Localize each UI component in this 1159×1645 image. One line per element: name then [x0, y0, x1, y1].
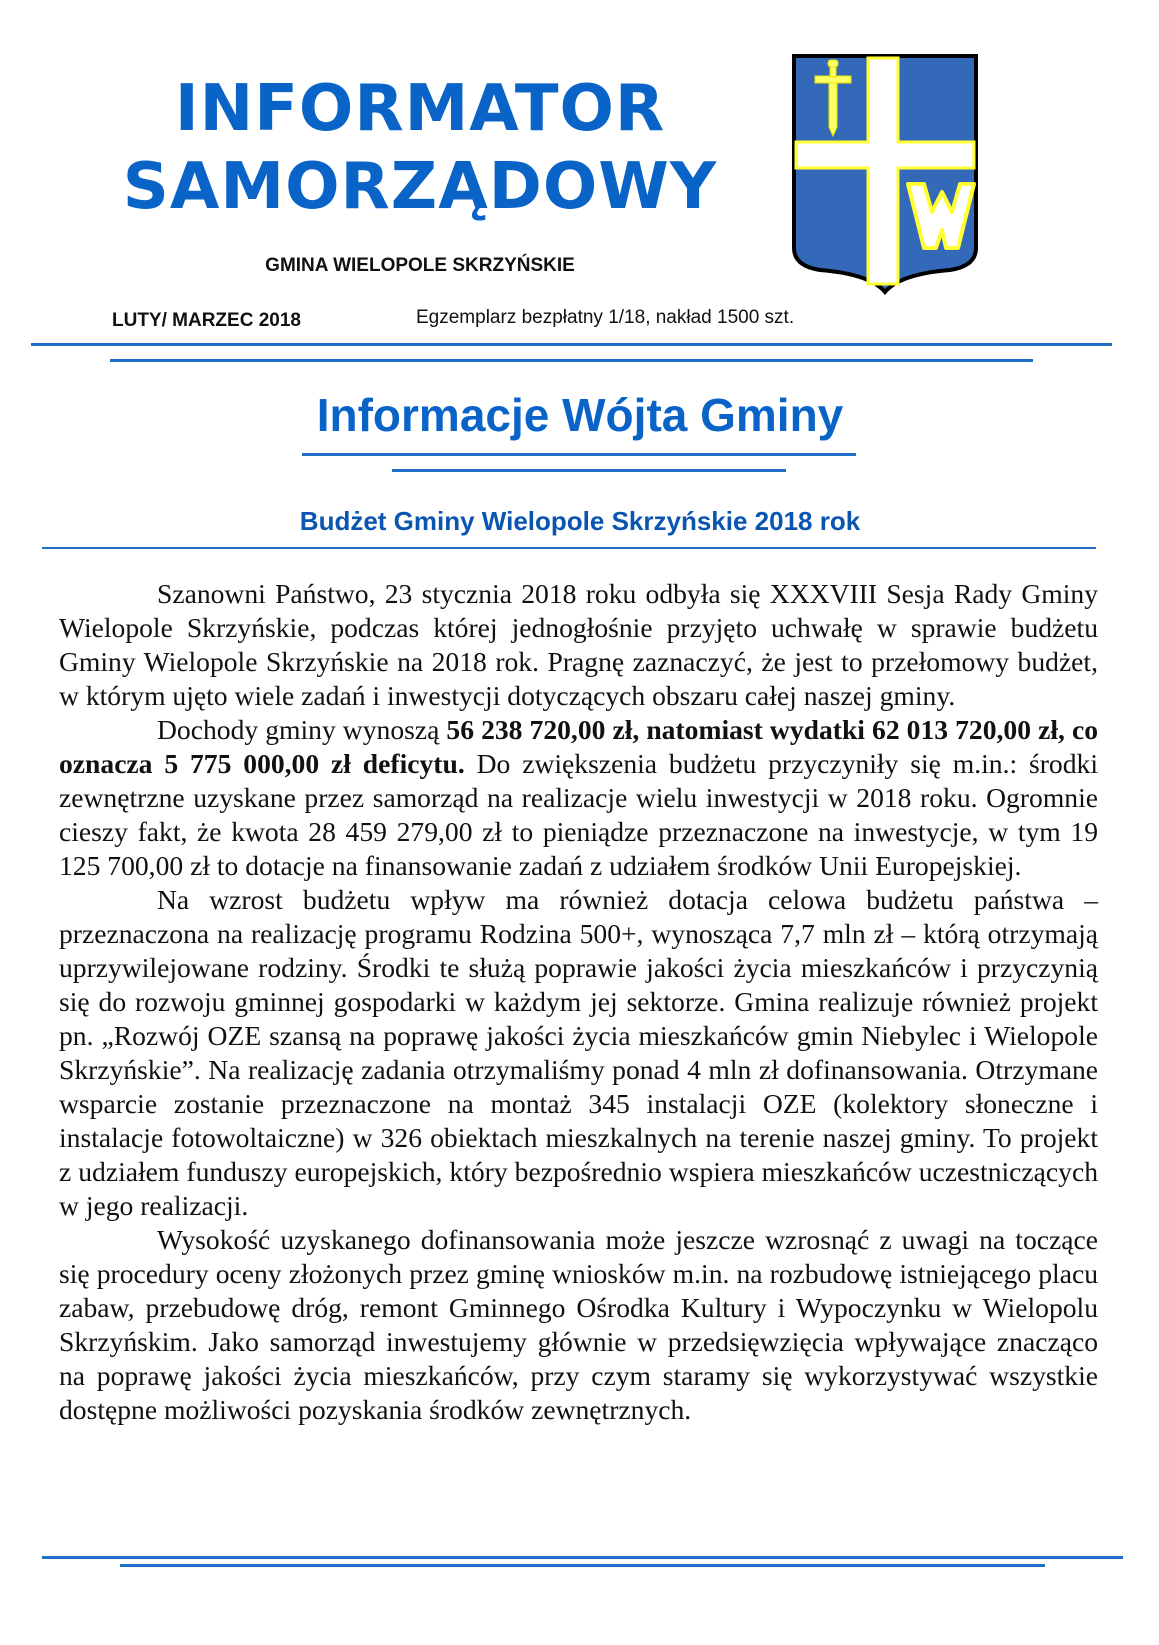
paragraph-1: Szanowni Państwo, 23 stycznia 2018 roku odbyła się XXXVIII Sesja Rady Gminy Wielopole Skrzyńskie, podczas której jednogłośnie przyjęto uchwałę w sprawie budżetu Gminy Wielopole Skrzyńskie na 2018 rok. Pragnę zaznaczyć, że jest to przełomowy budżet, w którym ujęto wiele zadań i inwestycji dotyczących obszaru całej naszej gminy. [59, 578, 1098, 711]
masthead-title [90, 70, 750, 226]
section-title: Informacje Wójta Gminy [316, 389, 844, 441]
paragraph-2-rest: Do zwiększenia budżetu przyczyniły się m.in.: środki zewnętrzne uzyskane przez samorząd na realizacje wielu inwestycji w 2018 roku. Ogromnie cieszy fakt, że kwota 28 459 279,00 zł to pieniądze przeznaczone na inwestycje, w tym 19 125 700,00 zł to dotacje na finansowanie zadań z udziałem środków Unii Europejskiej. [59, 748, 1098, 881]
article-title: Budżet Gminy Wielopole Skrzyńskie 2018 rok [299, 506, 861, 536]
masthead-title-line2: SAMORZĄDOWY [122, 150, 718, 224]
masthead-subtitle: GMINA WIELOPOLE SKRZYŃSKIE [265, 255, 575, 276]
footer-rule-bottom [120, 1564, 1045, 1567]
header-rule-bottom [110, 359, 1033, 362]
coat-of-arms-icon [790, 52, 980, 296]
article-title-rule [42, 547, 1096, 549]
paragraph-2-budget-figures: 56 238 720,00 zł, natomiast wydatki 62 013 720,00 zł, co oznacza 5 775 000,00 zł deficytu. [59, 714, 1098, 779]
article-body [59, 577, 1098, 1427]
paragraph-3: Na wzrost budżetu wpływ ma również dotacja celowa budżetu państwa – przeznaczona na realizację programu Rodzina 500+, wynosząca 7,7 mln zł – którą otrzymają uprzywilejowane rodziny. Środki te służą poprawie jakości życia mieszkańców i przyczynią się do rozwoju gminnej gospodarki w każdym jej sektorze. Gmina realizuje również projekt pn. „Rozwój OZE szansą na poprawę jakości życia mieszkańców gmin Niebylec i Wielopole Skrzyńskie”. Na realizację zadania otrzymaliśmy ponad 4 mln zł dofinansowania. Otrzymane wsparcie zostanie przeznaczone na montaż 345 instalacji OZE (kolektory słoneczne i instalacje fotowoltaiczne) w 326 obiektach mieszkalnych na terenie naszej gminy. To projekt z udziałem funduszy europejskich, który bezpośrednio wspiera mieszkańców uczestniczących w jego realizacji. [59, 884, 1098, 1221]
paragraph-2 [59, 713, 1098, 883]
paragraph-2-lead: Dochody gminy wynoszą [157, 714, 447, 745]
section-rule-top [302, 453, 856, 456]
issue-date: LUTY/ MARZEC 2018 [112, 310, 301, 331]
issue-note: Egzemplarz bezpłatny 1/18, nakład 1500 szt. [416, 307, 795, 328]
masthead-title-line1: INFORMATOR [174, 72, 666, 146]
crest-cross-vertical [868, 58, 898, 284]
section-rule-bottom [392, 469, 786, 472]
footer-rule-top [42, 1556, 1123, 1559]
paragraph-4: Wysokość uzyskanego dofinansowania może jeszcze wzrosnąć z uwagi na toczące się procedury oceny złożonych przez gminę wniosków m.in. na rozbudowę istniejącego placu zabaw, przebudowę dróg, remont Gminnego Ośrodka Kultury i Wypoczynku w Wielopolu Skrzyńskim. Jako samorząd inwestujemy głównie w przedsięwzięcia wpływające znacząco na poprawę jakości życia mieszkańców, przy czym staramy się wykorzystywać wszystkie dostępne możliwości pozyskania środków zewnętrznych. [59, 1224, 1098, 1425]
header-rule-top [31, 343, 1112, 346]
